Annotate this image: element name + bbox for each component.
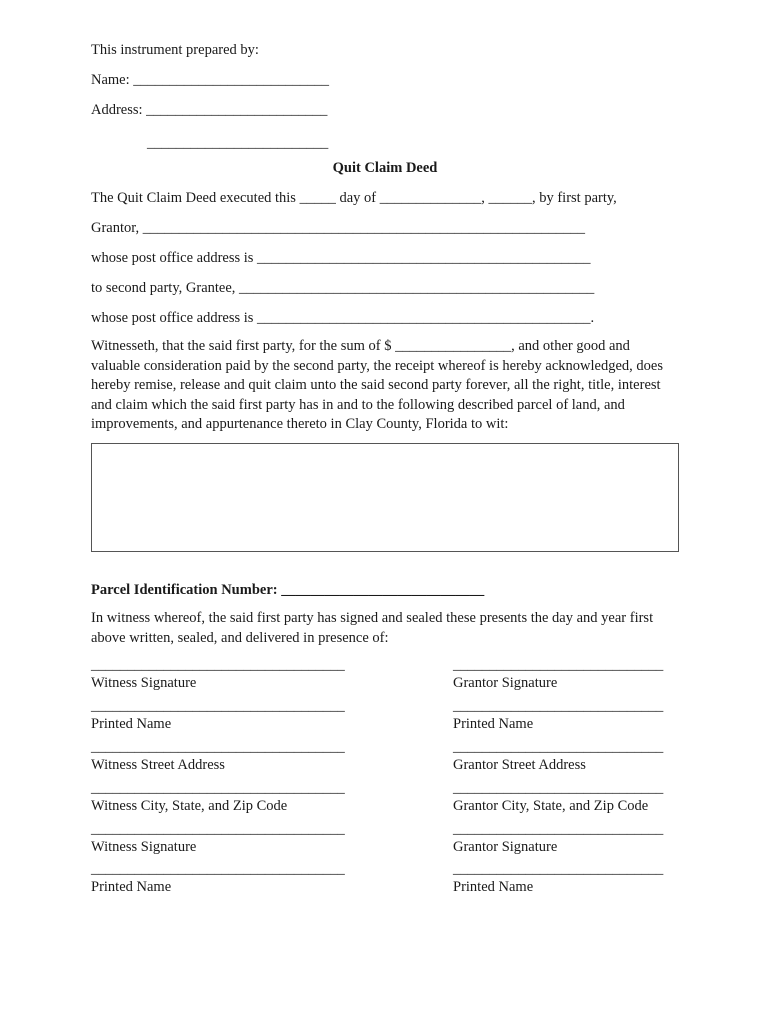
- prepared-by-label: This instrument prepared by:: [91, 42, 259, 58]
- left-signature-label: Printed Name: [91, 716, 172, 732]
- grantee-line: to second party, Grantee, _________________________________________________: [91, 280, 595, 296]
- left-signature-label: Witness Signature: [91, 675, 197, 691]
- grantor-address-line: whose post office address is ______________________________________________: [91, 250, 591, 266]
- grantee-address-line: whose post office address is ______________________________________________.: [91, 310, 595, 326]
- left-signature-label: Witness Street Address: [91, 757, 225, 773]
- left-signature-rule: ___________________________________: [91, 861, 345, 877]
- right-signature-label: Printed Name: [453, 716, 534, 732]
- left-signature-label: Printed Name: [91, 879, 172, 895]
- left-signature-rule: ___________________________________: [91, 698, 345, 714]
- document-title: Quit Claim Deed: [332, 160, 438, 176]
- right-signature-label: Printed Name: [453, 879, 534, 895]
- right-signature-label: Grantor Street Address: [453, 757, 586, 773]
- grantor-line: Grantor, _____________________________________________________________: [91, 220, 586, 236]
- parcel-id-line: Parcel Identification Number: ____________________________: [91, 582, 485, 598]
- witnesseth-paragraph: Witnesseth, that the said first party, for the sum of $ ________________, and other good and valuable consideration paid by the second party, the receipt whereof is hereby acknowledged, does hereby remise, release and quit claim unto the said second party forever, all the right, title, interest and claim which the said first party has in and to the following described parcel of land, and improvements, and appurtenance thereto in Clay County, Florida to wit:: [91, 338, 663, 432]
- left-signature-rule: ___________________________________: [91, 780, 345, 796]
- right-signature-rule: _____________________________: [453, 780, 664, 796]
- right-signature-rule: _____________________________: [453, 821, 664, 837]
- left-signature-label: Witness City, State, and Zip Code: [91, 798, 288, 814]
- left-signature-rule: ___________________________________: [91, 821, 345, 837]
- right-signature-label: Grantor Signature: [453, 675, 558, 691]
- right-signature-rule: _____________________________: [453, 739, 664, 755]
- right-signature-rule: _____________________________: [453, 861, 664, 877]
- left-signature-rule: ___________________________________: [91, 657, 345, 673]
- left-signature-label: Witness Signature: [91, 839, 197, 855]
- left-signature-rule: ___________________________________: [91, 739, 345, 755]
- name-field: Name: ___________________________: [91, 72, 330, 88]
- in-witness-paragraph: In witness whereof, the said first party has signed and sealed these presents the day and year first above written, sealed, and delivered in presence of:: [91, 610, 654, 646]
- right-signature-rule: _____________________________: [453, 657, 664, 673]
- address-field: Address: _________________________: [91, 102, 328, 118]
- right-signature-label: Grantor Signature: [453, 839, 558, 855]
- executed-line: The Quit Claim Deed executed this _____ day of ______________, ______, by first party,: [91, 190, 617, 206]
- legal-description-box: [91, 443, 679, 552]
- right-signature-rule: _____________________________: [453, 698, 664, 714]
- address-field-line-2: _________________________: [147, 135, 329, 151]
- right-signature-label: Grantor City, State, and Zip Code: [453, 798, 649, 814]
